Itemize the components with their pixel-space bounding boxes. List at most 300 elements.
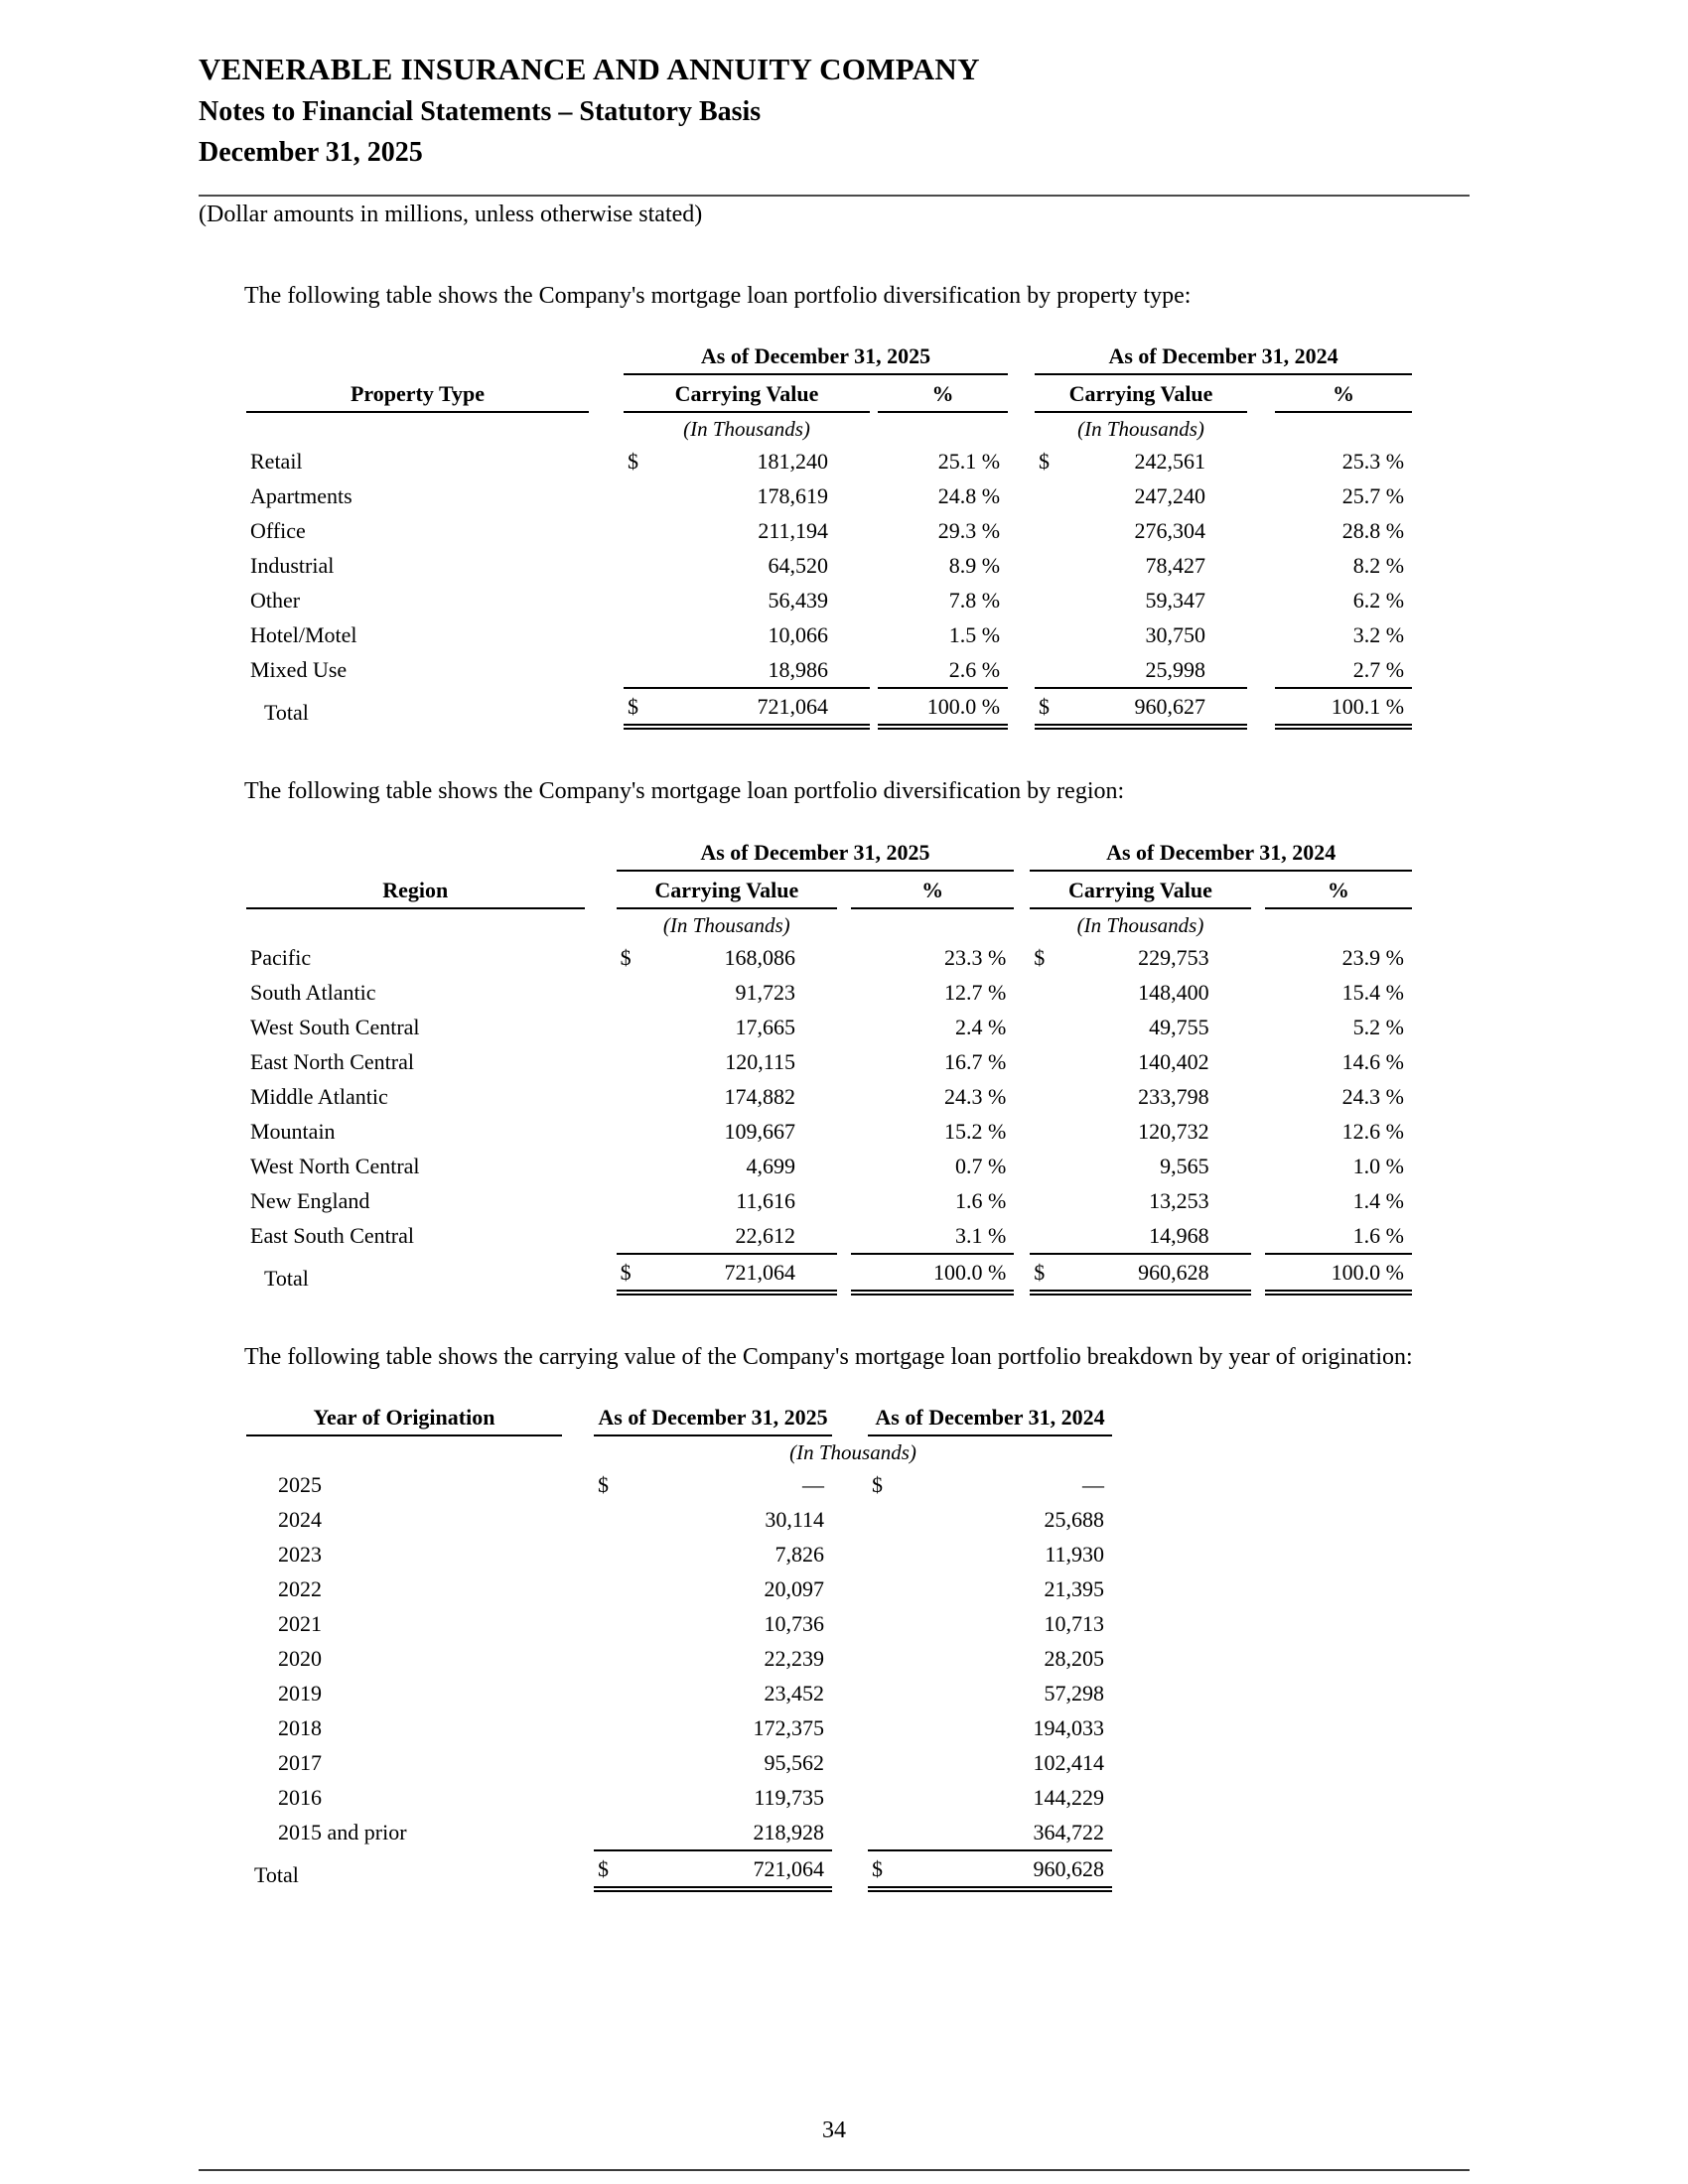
- column-spacer: [832, 1537, 868, 1571]
- column-spacer: [585, 1044, 617, 1079]
- column-spacer: [832, 1571, 868, 1606]
- table-row: [246, 1010, 1412, 1044]
- cell-value: 11,616: [736, 1187, 795, 1213]
- cell-value: —: [802, 1472, 824, 1498]
- column-spacer: [1008, 478, 1035, 513]
- column-spacer: [1014, 1253, 1030, 1296]
- cell-value: 721,064: [724, 1259, 795, 1285]
- cell-value: 194,033: [1033, 1715, 1104, 1741]
- value-cell: [851, 1010, 1014, 1044]
- column-spacer: [1008, 617, 1035, 652]
- page-number: 34: [822, 2117, 846, 2143]
- value-cell: [617, 1149, 837, 1183]
- dollar-sign: $: [598, 1856, 609, 1882]
- table-row: [246, 548, 1412, 583]
- value-cell: [594, 1641, 832, 1676]
- value-cell: [868, 1676, 1112, 1710]
- cell-value: 148,400: [1138, 979, 1209, 1005]
- cell-value: 10,736: [764, 1611, 824, 1637]
- column-spacer: [870, 413, 878, 444]
- value-cell: [1035, 617, 1247, 652]
- cell-value: 25.7 %: [1341, 483, 1405, 509]
- row-label: Pacific: [250, 944, 312, 970]
- value-cell: [868, 1467, 1112, 1502]
- column-spacer: [585, 1183, 617, 1218]
- cell-value: 14.6 %: [1341, 1048, 1404, 1074]
- column-spacer: [870, 513, 878, 548]
- dollar-sign: $: [620, 1259, 632, 1285]
- value-cell: [1275, 444, 1412, 478]
- row-label: West South Central: [250, 1014, 420, 1039]
- row-header-region: Region: [246, 872, 585, 909]
- cell-value: 12.7 %: [943, 979, 1007, 1005]
- value-cell: [624, 687, 870, 730]
- value-cell: [1265, 1253, 1412, 1296]
- column-spacer: [585, 872, 617, 909]
- column-spacer: [1251, 1218, 1265, 1253]
- column-spacer: [585, 1079, 617, 1114]
- row-label: 2018: [278, 1715, 322, 1741]
- value-cell: [594, 1571, 832, 1606]
- column-spacer: [562, 1815, 594, 1849]
- column-spacer: [837, 1183, 851, 1218]
- column-spacer: [1247, 413, 1275, 444]
- cell-value: 24.3 %: [943, 1083, 1007, 1109]
- value-cell: [1035, 652, 1247, 687]
- cell-value: 2.4 %: [954, 1014, 1007, 1039]
- company-name: VENERABLE INSURANCE AND ANNUITY COMPANY: [199, 52, 980, 86]
- units-note: (Dollar amounts in millions, unless otherwise stated): [199, 202, 703, 227]
- table-row: [246, 1218, 1412, 1253]
- value-cell: [1265, 1183, 1412, 1218]
- cell-value: —: [1082, 1472, 1104, 1498]
- cell-value: 119,735: [754, 1785, 824, 1811]
- cell-value: 13,253: [1149, 1187, 1209, 1213]
- column-spacer: [837, 975, 851, 1010]
- column-spacer: [837, 1253, 851, 1296]
- cell-value: 120,732: [1138, 1118, 1209, 1144]
- table-row: [246, 513, 1412, 548]
- column-spacer: [1008, 583, 1035, 617]
- cell-value: 174,882: [724, 1083, 795, 1109]
- value-cell: [851, 940, 1014, 975]
- group-header-row: [246, 341, 1412, 375]
- value-cell: [878, 478, 1008, 513]
- property-type-table: [246, 341, 1412, 730]
- row-label: 2017: [278, 1750, 322, 1776]
- table-row: [246, 617, 1412, 652]
- value-cell: [1265, 940, 1412, 975]
- cell-value: 1.6 %: [1352, 1222, 1404, 1248]
- value-cell: [868, 1502, 1112, 1537]
- cell-value: 7.8 %: [948, 588, 1001, 614]
- cell-value: 24.3 %: [1341, 1083, 1404, 1109]
- row-label: East South Central: [250, 1222, 414, 1248]
- column-spacer: [1247, 652, 1275, 687]
- dollar-sign: $: [628, 694, 638, 720]
- value-cell: [594, 1849, 832, 1892]
- col-header-percent: %: [878, 375, 1008, 413]
- sub-header-row: [246, 872, 1412, 909]
- column-spacer: [1251, 1114, 1265, 1149]
- column-spacer: [589, 617, 624, 652]
- cell-value: 12.6 %: [1341, 1118, 1404, 1144]
- value-cell: [1035, 687, 1247, 730]
- column-spacer: [832, 1815, 868, 1849]
- cell-value: 3.1 %: [954, 1222, 1007, 1248]
- column-spacer: [837, 1044, 851, 1079]
- table-intro-region: The following table shows the Company's mortgage loan portfolio diversification by region:: [244, 778, 1125, 805]
- column-spacer: [1251, 1149, 1265, 1183]
- column-spacer: [870, 375, 878, 413]
- total-row: [246, 687, 1412, 730]
- column-spacer: [562, 1606, 594, 1641]
- table-row: [246, 1467, 1112, 1502]
- table-row: [246, 1676, 1112, 1710]
- cell-value: 17,665: [735, 1014, 795, 1039]
- value-cell: [1035, 548, 1247, 583]
- value-cell: [851, 1079, 1014, 1114]
- col-group-2024: As of December 31, 2024: [868, 1403, 1112, 1436]
- value-cell: [617, 1218, 837, 1253]
- row-label: Hotel/Motel: [250, 622, 357, 648]
- value-cell: [851, 1114, 1014, 1149]
- value-cell: [868, 1537, 1112, 1571]
- cell-value: 218,928: [753, 1820, 824, 1845]
- dollar-sign: $: [620, 944, 632, 970]
- col-header-carrying-value: Carrying Value: [1030, 872, 1250, 909]
- page-header: [0, 0, 1688, 228]
- value-cell: [617, 1010, 837, 1044]
- value-cell: [617, 975, 837, 1010]
- cell-value: 16.7 %: [943, 1048, 1007, 1074]
- cell-value: 21,395: [1044, 1576, 1104, 1602]
- row-label: 2016: [278, 1785, 322, 1811]
- row-label: 2019: [278, 1681, 322, 1706]
- col-header-carrying-value: Carrying Value: [624, 375, 870, 413]
- col-header-percent: %: [1265, 872, 1412, 909]
- value-cell: [617, 1114, 837, 1149]
- value-cell: [868, 1849, 1112, 1892]
- table-row: [246, 1114, 1412, 1149]
- col-group-2025: As of December 31, 2025: [624, 341, 1008, 375]
- value-cell: [1275, 652, 1412, 687]
- cell-value: 7,826: [774, 1542, 824, 1568]
- column-spacer: [562, 1780, 594, 1815]
- row-label: Other: [250, 588, 301, 614]
- column-spacer: [562, 1467, 594, 1502]
- column-spacer: [1008, 687, 1035, 730]
- table-intro-origination: The following table shows the carrying value of the Company's mortgage loan portfolio breakdown by year of origination:: [244, 1343, 1413, 1370]
- row-label: Total: [254, 1862, 299, 1888]
- cell-value: 3.2 %: [1352, 622, 1405, 648]
- value-cell: [851, 1183, 1014, 1218]
- column-spacer: [562, 1710, 594, 1745]
- cell-value: 25.3 %: [1341, 449, 1405, 475]
- row-label: Total: [264, 1265, 309, 1291]
- column-spacer: [1014, 1010, 1030, 1044]
- dollar-sign: $: [1039, 449, 1051, 475]
- cell-value: 25.1 %: [937, 449, 1001, 475]
- table-row: [246, 1780, 1112, 1815]
- row-label: 2020: [278, 1646, 322, 1672]
- column-spacer: [585, 1218, 617, 1253]
- statement-date: December 31, 2025: [199, 137, 423, 168]
- units-row: [246, 413, 1412, 444]
- col-header-percent: %: [1275, 375, 1412, 413]
- col-header-carrying-value: Carrying Value: [1035, 375, 1247, 413]
- value-cell: [1030, 1079, 1250, 1114]
- column-spacer: [585, 1010, 617, 1044]
- value-cell: [594, 1467, 832, 1502]
- table-head: [246, 1403, 1112, 1467]
- column-spacer: [1014, 872, 1030, 909]
- column-spacer: [589, 548, 624, 583]
- value-cell: [1265, 1010, 1412, 1044]
- cell-value: 1.0 %: [1352, 1153, 1404, 1178]
- value-cell: [1275, 617, 1412, 652]
- value-cell: [594, 1537, 832, 1571]
- row-label: Total: [264, 700, 309, 726]
- column-spacer: [589, 413, 624, 444]
- sub-header-row: [246, 375, 1412, 413]
- region-rows: [246, 940, 1412, 1296]
- total-row: [246, 1253, 1412, 1296]
- cell-value: 960,628: [1033, 1856, 1104, 1882]
- cell-value: 100.0 %: [1331, 1259, 1404, 1285]
- cell-value: 109,667: [724, 1118, 795, 1144]
- column-spacer: [1247, 687, 1275, 730]
- value-cell: [624, 652, 870, 687]
- column-spacer: [832, 1849, 868, 1892]
- table-row: [246, 444, 1412, 478]
- cell-value: 2.6 %: [948, 657, 1001, 683]
- cell-value: 10,066: [768, 622, 828, 648]
- column-spacer: [1008, 375, 1035, 413]
- column-spacer: [585, 940, 617, 975]
- column-spacer: [1251, 1253, 1265, 1296]
- column-spacer: [589, 513, 624, 548]
- column-spacer: [1251, 1010, 1265, 1044]
- column-spacer: [585, 838, 617, 872]
- dollar-sign: $: [1034, 1259, 1046, 1285]
- cell-value: 28,205: [1044, 1646, 1104, 1672]
- row-header-year-of-origination: Year of Origination: [246, 1403, 562, 1436]
- value-cell: [878, 652, 1008, 687]
- column-spacer: [585, 975, 617, 1010]
- cell-value: 8.9 %: [948, 553, 1001, 579]
- row-label: 2024: [278, 1507, 322, 1533]
- column-spacer: [837, 1010, 851, 1044]
- cell-value: 25,998: [1145, 657, 1206, 683]
- cell-value: 9,565: [1160, 1153, 1209, 1178]
- origination-rows: [246, 1467, 1112, 1892]
- value-cell: [617, 940, 837, 975]
- column-spacer: [562, 1745, 594, 1780]
- units-row: [246, 909, 1412, 940]
- value-cell: [878, 583, 1008, 617]
- value-cell: [617, 1079, 837, 1114]
- dollar-sign: $: [1039, 694, 1051, 720]
- column-spacer: [1014, 975, 1030, 1010]
- value-cell: [878, 687, 1008, 730]
- column-spacer: [1247, 478, 1275, 513]
- cell-value: 102,414: [1033, 1750, 1104, 1776]
- column-spacer: [1014, 838, 1030, 872]
- value-cell: [1275, 513, 1412, 548]
- cell-value: 233,798: [1138, 1083, 1209, 1109]
- cell-value: 30,750: [1145, 622, 1206, 648]
- cell-value: 22,612: [735, 1222, 795, 1248]
- cell-value: 1.6 %: [954, 1187, 1007, 1213]
- column-spacer: [1014, 1183, 1030, 1218]
- cell-value: 178,619: [757, 483, 828, 509]
- column-spacer: [1014, 1149, 1030, 1183]
- row-label: Retail: [250, 449, 303, 475]
- column-spacer: [589, 341, 624, 375]
- value-cell: [617, 1183, 837, 1218]
- value-cell: [594, 1745, 832, 1780]
- value-cell: [851, 1253, 1014, 1296]
- row-label: 2023: [278, 1542, 322, 1568]
- table-row: [246, 1537, 1112, 1571]
- column-spacer: [832, 1710, 868, 1745]
- col-header-percent: %: [851, 872, 1014, 909]
- column-spacer: [837, 1079, 851, 1114]
- value-cell: [624, 444, 870, 478]
- cell-value: 140,402: [1138, 1048, 1209, 1074]
- value-cell: [1265, 975, 1412, 1010]
- column-spacer: [1251, 975, 1265, 1010]
- value-cell: [594, 1710, 832, 1745]
- value-cell: [594, 1780, 832, 1815]
- cell-value: 23.3 %: [943, 944, 1007, 970]
- column-spacer: [832, 1641, 868, 1676]
- value-cell: [1035, 513, 1247, 548]
- value-cell: [594, 1606, 832, 1641]
- cell-value: 10,713: [1044, 1611, 1104, 1637]
- cell-value: 49,755: [1149, 1014, 1209, 1039]
- column-spacer: [870, 617, 878, 652]
- row-label: 2022: [278, 1576, 322, 1602]
- cell-value: 0.7 %: [954, 1153, 1007, 1178]
- column-spacer: [1008, 548, 1035, 583]
- table-row: [246, 940, 1412, 975]
- value-cell: [1265, 1044, 1412, 1079]
- value-cell: [851, 1149, 1014, 1183]
- cell-value: 18,986: [768, 657, 828, 683]
- value-cell: [1265, 1149, 1412, 1183]
- row-label: West North Central: [250, 1153, 420, 1178]
- cell-value: 1.4 %: [1352, 1187, 1404, 1213]
- footer-rule: [199, 2169, 1470, 2171]
- column-spacer: [589, 375, 624, 413]
- column-spacer: [870, 687, 878, 730]
- value-cell: [851, 1218, 1014, 1253]
- column-spacer: [1247, 444, 1275, 478]
- row-label: New England: [250, 1187, 370, 1213]
- value-cell: [1275, 687, 1412, 730]
- row-label: Mixed Use: [250, 657, 348, 683]
- cell-value: 4,699: [746, 1153, 795, 1178]
- cell-value: 30,114: [765, 1507, 824, 1533]
- column-spacer: [589, 478, 624, 513]
- dollar-sign: $: [1034, 944, 1046, 970]
- table-row: [246, 1606, 1112, 1641]
- value-cell: [1265, 1218, 1412, 1253]
- value-cell: [1030, 1253, 1250, 1296]
- column-spacer: [837, 909, 851, 940]
- column-spacer: [837, 1114, 851, 1149]
- column-spacer: [562, 1436, 594, 1467]
- cell-value: 20,097: [764, 1576, 824, 1602]
- cell-value: 276,304: [1134, 518, 1206, 544]
- row-label: East North Central: [250, 1048, 414, 1074]
- column-spacer: [1247, 548, 1275, 583]
- column-spacer: [1247, 583, 1275, 617]
- column-spacer: [562, 1537, 594, 1571]
- table-row: [246, 1571, 1112, 1606]
- col-group-2025: As of December 31, 2025: [594, 1403, 832, 1436]
- column-spacer: [832, 1502, 868, 1537]
- column-spacer: [837, 872, 851, 909]
- row-label: Industrial: [250, 553, 335, 579]
- value-cell: [878, 513, 1008, 548]
- column-spacer: [870, 583, 878, 617]
- in-thousands-label: (In Thousands): [789, 1440, 916, 1465]
- in-thousands-label: (In Thousands): [1076, 912, 1204, 937]
- table-row: [246, 1502, 1112, 1537]
- column-spacer: [1251, 1079, 1265, 1114]
- origination-table: [246, 1403, 1112, 1892]
- row-header-property-type: Property Type: [246, 375, 589, 413]
- column-spacer: [562, 1676, 594, 1710]
- table-head: [246, 838, 1412, 940]
- row-label: 2015 and prior: [278, 1820, 407, 1845]
- cell-value: 172,375: [753, 1715, 824, 1741]
- column-spacer: [1014, 1114, 1030, 1149]
- column-spacer: [562, 1403, 594, 1436]
- cell-value: 24.8 %: [937, 483, 1001, 509]
- value-cell: [1265, 1114, 1412, 1149]
- cell-value: 91,723: [735, 979, 795, 1005]
- cell-value: 25,688: [1044, 1507, 1104, 1533]
- value-cell: [1030, 1218, 1250, 1253]
- table-row: [246, 1745, 1112, 1780]
- table-row: [246, 478, 1412, 513]
- column-spacer: [1247, 513, 1275, 548]
- cell-value: 960,628: [1138, 1259, 1209, 1285]
- cell-value: 2.7 %: [1352, 657, 1405, 683]
- column-spacer: [1014, 1044, 1030, 1079]
- value-cell: [868, 1641, 1112, 1676]
- column-spacer: [870, 478, 878, 513]
- column-spacer: [832, 1745, 868, 1780]
- table-row: [246, 1641, 1112, 1676]
- cell-value: 6.2 %: [1352, 588, 1405, 614]
- cell-value: 23.9 %: [1341, 944, 1404, 970]
- column-spacer: [870, 444, 878, 478]
- cell-value: 11,930: [1045, 1542, 1104, 1568]
- col-header-carrying-value: Carrying Value: [617, 872, 837, 909]
- column-spacer: [1247, 375, 1275, 413]
- column-spacer: [589, 444, 624, 478]
- value-cell: [878, 444, 1008, 478]
- value-cell: [878, 548, 1008, 583]
- value-cell: [878, 617, 1008, 652]
- value-cell: [624, 617, 870, 652]
- value-cell: [851, 1044, 1014, 1079]
